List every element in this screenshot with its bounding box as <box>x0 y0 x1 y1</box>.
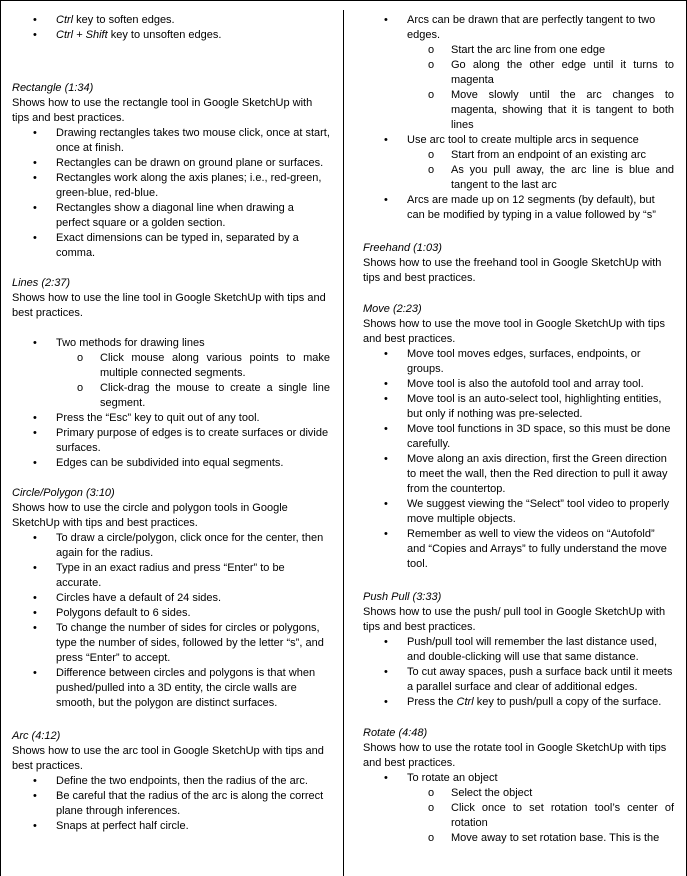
section-rectangle <box>12 81 330 261</box>
sub-list-item: o Move slowly until the arc changes to magenta, showing that it is tangent to both lines <box>407 88 674 133</box>
section-title: Move (2:23) <box>363 303 422 315</box>
lines-methods-list <box>56 351 330 411</box>
section-title: Push Pull (3:33) <box>363 591 442 603</box>
list-item: • Primary purpose of edges is to create surfaces or divide surfaces. <box>12 426 330 456</box>
page-border-left <box>0 0 1 876</box>
section-title: Circle/Polygon (3:10) <box>12 487 115 499</box>
list-item: • Rectangles can be drawn on ground plane or surfaces. <box>12 156 330 171</box>
section-description: Shows how to use the line tool in Google SketchUp with tips and best practices. <box>12 292 326 319</box>
move-list <box>363 347 674 572</box>
sub-list-item: o Move away to set rotation base. This is the <box>407 831 674 846</box>
list-item: • Snaps at perfect half circle. <box>12 819 330 834</box>
section-move <box>363 302 674 572</box>
sub-list-item: o Start from an endpoint of an existing arc <box>407 148 674 163</box>
list-item: • Rectangles work along the axis planes; i.e., red-green, green-blue, red-blue. <box>12 171 330 201</box>
section-rotate <box>363 726 674 846</box>
sequence-steps-list <box>407 148 674 193</box>
section-lines <box>12 276 330 471</box>
list-item: • Polygons default to 6 sides. <box>12 606 330 621</box>
rectangle-list <box>12 126 330 261</box>
list-item: • We suggest viewing the “Select” tool video to properly move multiple objects. <box>363 497 674 527</box>
list-item: • Edges can be subdivided into equal segments. <box>12 456 330 471</box>
list-item: • Rectangles show a diagonal line when drawing a perfect square or a golden section. <box>12 201 330 231</box>
arc-list <box>12 774 330 834</box>
list-item: • Drawing rectangles takes two mouse click, once at start, once at finish. <box>12 126 330 156</box>
list-item: • Ctrl key to soften edges. <box>12 13 330 28</box>
sub-list-item: o Click mouse along various points to make multiple connected segments. <box>56 351 330 381</box>
list-item: • Define the two endpoints, then the radius of the arc. <box>12 774 330 789</box>
list-item: • Arcs can be drawn that are perfectly tangent to two edges. o Start the arc line from one edge o Go along the other edge until it turns to magenta o Move slowly until the arc changes to magenta, showing that it is tangent to both lines <box>363 13 674 133</box>
page-border-top <box>0 0 687 1</box>
right-column <box>363 13 674 846</box>
rotate-steps-list <box>407 786 674 846</box>
list-item: • Two methods for drawing lines o Click mouse along various points to make multiple connected segments. o Click-drag the mouse to create a single line segment. <box>12 336 330 411</box>
list-item: • Move tool functions in 3D space, so this must be done carefully. <box>363 422 674 452</box>
sub-list-item: o Go along the other edge until it turns to magenta <box>407 58 674 88</box>
section-circle-polygon <box>12 486 330 711</box>
section-freehand <box>363 241 674 286</box>
left-column <box>12 13 330 834</box>
list-item: • Push/pull tool will remember the last distance used, and double-clicking will use that same distance. <box>363 635 674 665</box>
circle-list <box>12 531 330 711</box>
list-item: • Type in an exact radius and press “Enter” to be accurate. <box>12 561 330 591</box>
section-title: Rectangle (1:34) <box>12 82 94 94</box>
sub-list-item: o Select the object <box>407 786 674 801</box>
list-item: • Remember as well to view the videos on “Autofold” and “Copies and Arrays” to fully understand the move tool. <box>363 527 674 572</box>
rotate-list <box>363 771 674 846</box>
list-item: • To draw a circle/polygon, click once for the center, then again for the radius. <box>12 531 330 561</box>
section-title: Freehand (1:03) <box>363 242 442 254</box>
list-item: • Be careful that the radius of the arc is along the correct plane through inferences. <box>12 789 330 819</box>
list-item: • Press the “Esc” key to quit out of any tool. <box>12 411 330 426</box>
list-item: • Circles have a default of 24 sides. <box>12 591 330 606</box>
list-item: • Press the Ctrl key to push/pull a copy of the surface. <box>363 695 674 710</box>
list-item: • Difference between circles and polygons is that when pushed/pulled into a 3D entity, the circle walls are smooth, but the polygon are distinct surfaces. <box>12 666 330 711</box>
column-divider <box>343 10 344 876</box>
push-pull-list <box>363 635 674 710</box>
sub-list-item: o Click once to set rotation tool’s center of rotation <box>407 801 674 831</box>
list-item: • Arcs are made up on 12 segments (by default), but can be modified by typing in a value followed by “s” <box>363 193 674 223</box>
list-item: • Exact dimensions can be typed in, separated by a comma. <box>12 231 330 261</box>
section-description: Shows how to use the push/ pull tool in Google SketchUp with tips and best practices. <box>363 606 666 633</box>
list-item: • Move along an axis direction, first the Green direction to meet the wall, then the Red direction to pull it away from the countertop. <box>363 452 674 497</box>
sub-list-item: o Click-drag the mouse to create a single line segment. <box>56 381 330 411</box>
list-item: • Move tool moves edges, surfaces, endpoints, or groups. <box>363 347 674 377</box>
intro-list <box>12 13 330 43</box>
section-title: Lines (2:37) <box>12 277 71 289</box>
list-item: • To cut away spaces, push a surface back until it meets a parallel surface and clear of additional edges. <box>363 665 674 695</box>
list-item: • Move tool is an auto-select tool, highlighting entities, but only if nothing was pre-selected. <box>363 392 674 422</box>
section-push-pull <box>363 590 674 710</box>
list-item: • Use arc tool to create multiple arcs in sequence o Start from an endpoint of an existing arc o As you pull away, the arc line is blue and tangent to the last arc <box>363 133 674 193</box>
list-item: • Move tool is also the autofold tool and array tool. <box>363 377 674 392</box>
section-arc <box>12 729 330 834</box>
list-item: • To rotate an object o Select the object o Click once to set rotation tool’s center of rotation o Move away to set rotation base. This is the <box>363 771 674 846</box>
list-item: • To change the number of sides for circles or polygons, type the number of sides, followed by the letter “s”, and press “Enter” to accept. <box>12 621 330 666</box>
section-description: Shows how to use the rectangle tool in Google SketchUp with tips and best practices. <box>12 97 313 124</box>
list-item: • Ctrl + Shift key to unsoften edges. <box>12 28 330 43</box>
section-title: Arc (4:12) <box>12 730 61 742</box>
sub-list-item: o Start the arc line from one edge <box>407 43 674 58</box>
section-title: Rotate (4:48) <box>363 727 428 739</box>
section-description: Shows how to use the rotate tool in Google SketchUp with tips and best practices. <box>363 742 667 769</box>
lines-list <box>12 336 330 471</box>
section-description: Shows how to use the circle and polygon tools in Google SketchUp with tips and best practices. <box>12 502 288 529</box>
tangent-steps-list <box>407 43 674 133</box>
sub-list-item: o As you pull away, the arc line is blue and tangent to the last arc <box>407 163 674 193</box>
section-description: Shows how to use the move tool in Google SketchUp with tips and best practices. <box>363 318 666 345</box>
section-description: Shows how to use the arc tool in Google SketchUp with tips and best practices. <box>12 745 324 772</box>
arc-continued-list <box>363 13 674 223</box>
section-description: Shows how to use the freehand tool in Google SketchUp with tips and best practices. <box>363 257 662 284</box>
